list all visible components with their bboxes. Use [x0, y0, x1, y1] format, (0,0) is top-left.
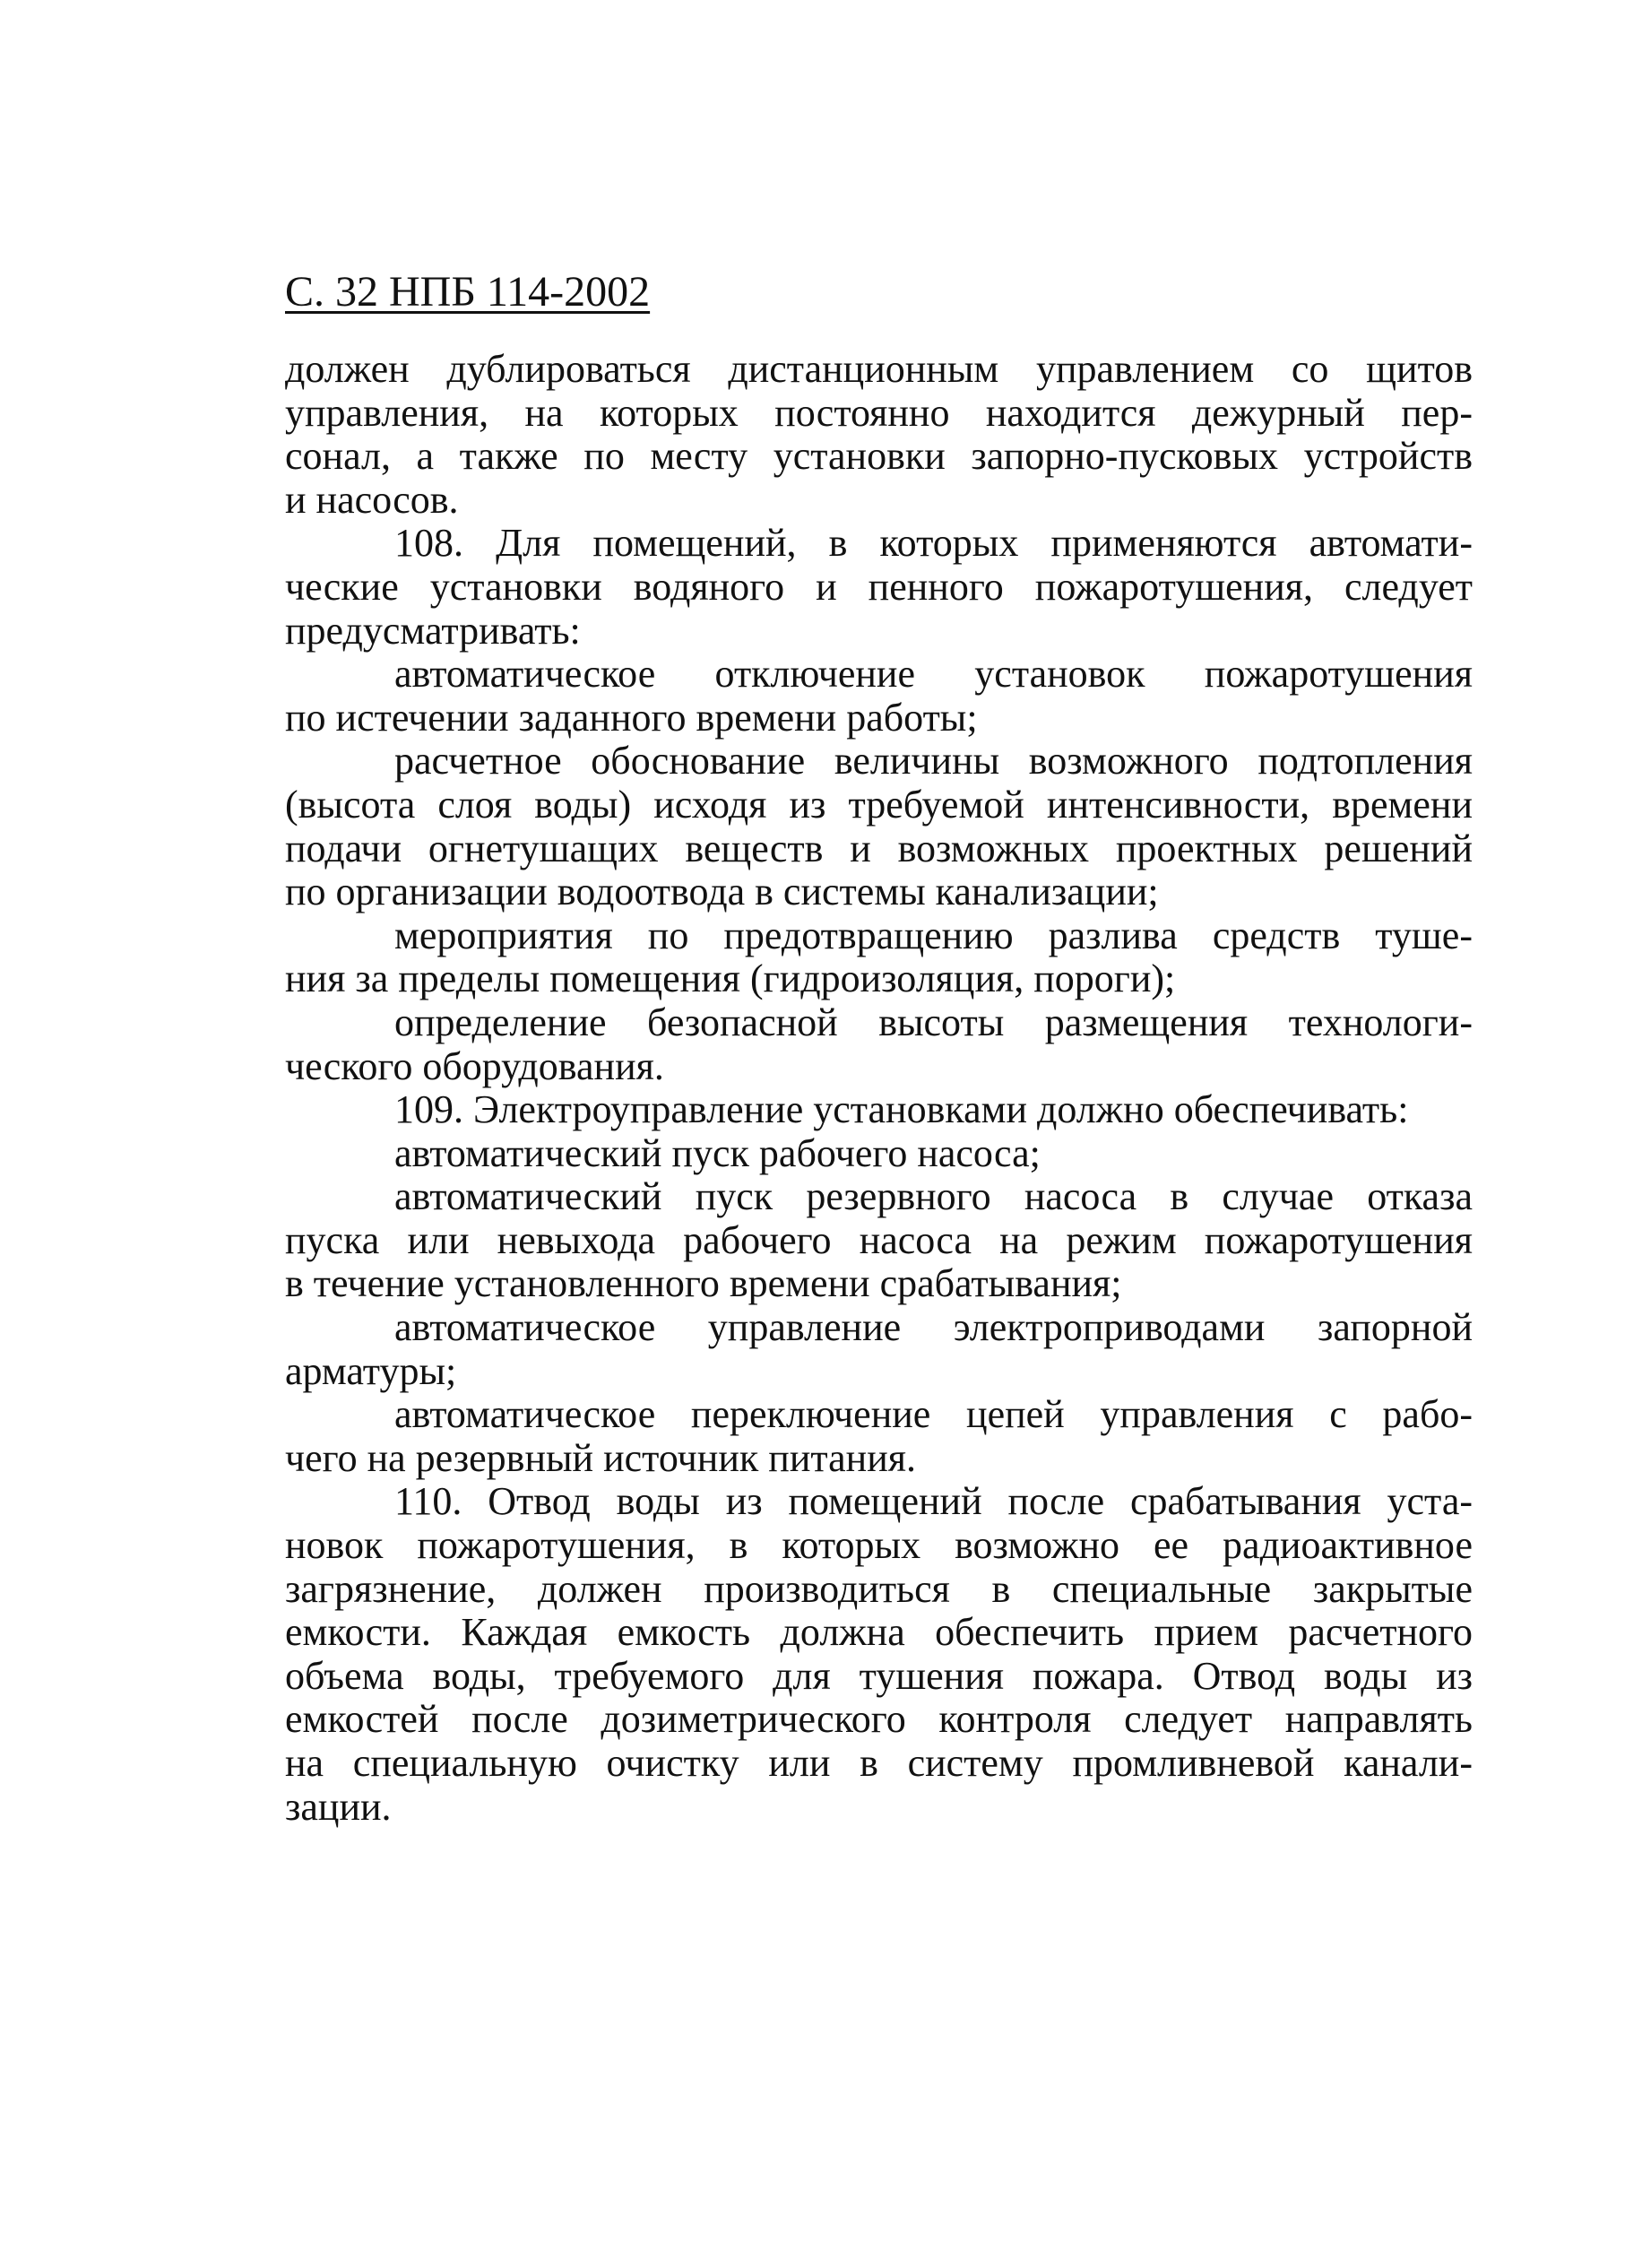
text-line: зации. [285, 1784, 392, 1829]
text-line: автоматическое управление электроприводами запорной [394, 1305, 1473, 1350]
text-line: по истечении заданного времени работы; [285, 695, 978, 740]
text-line: 108. Для помещений, в которых применяются автомати- [394, 521, 1473, 566]
text-line: пуска или невыхода рабочего насоса на режим пожаротушения [285, 1217, 1473, 1262]
text-line: емкостей после дозиметрического контроля следует направлять [285, 1697, 1473, 1742]
text-line: ния за пределы помещения (гидроизоляция, пороги); [285, 957, 1176, 1001]
body-text [285, 348, 1473, 1829]
text-line: управления, на которых постоянно находится дежурный пер- [285, 390, 1473, 435]
text-line: объема воды, требуемого для тушения пожара. Отвод воды из [285, 1653, 1473, 1698]
text-line: по организации водоотвода в системы канализации; [285, 870, 1159, 914]
text-line: подачи огнетушащих веществ и возможных проектных решений [285, 826, 1473, 870]
text-line: ческие установки водяного и пенного пожаротушения, следует [285, 564, 1473, 609]
text-line: автоматическое переключение цепей управления с рабо- [394, 1392, 1473, 1437]
text-line: должен дублироваться дистанционным управлением со щитов [285, 347, 1473, 391]
text-line: в течение установленного времени срабатывания; [285, 1261, 1122, 1306]
text-line: на специальную очистку или в систему промливневой канали- [285, 1741, 1473, 1785]
page-header: С. 32 НПБ 114-2002 [285, 268, 651, 316]
text-line: 110. Отвод воды из помещений после срабатывания уста- [394, 1479, 1473, 1524]
text-line: автоматическое отключение установок пожаротушения [394, 652, 1473, 697]
text-line: автоматический пуск резервного насоса в случае отказа [394, 1174, 1473, 1219]
text-line: сонал, а также по месту установки запорно-пусковых устройств [285, 434, 1473, 479]
text-line: арматуры; [285, 1348, 457, 1393]
text-line: определение безопасной высоты размещения технологи- [394, 1000, 1473, 1044]
text-line: емкости. Каждая емкость должна обеспечить прием расчетного [285, 1610, 1473, 1655]
text-line: расчетное обоснование величины возможного подтопления [394, 739, 1473, 783]
text-line: и насосов. [285, 477, 459, 522]
text-line: новок пожаротушения, в которых возможно ее радиоактивное [285, 1523, 1473, 1568]
text-line: (высота слоя воды) исходя из требуемой интенсивности, времени [285, 782, 1473, 827]
text-line: предусматривать: [285, 608, 581, 653]
text-line: чего на резервный источник питания. [285, 1435, 916, 1480]
text-line: ческого оборудования. [285, 1043, 664, 1088]
text-line: автоматический пуск рабочего насоса; [394, 1130, 1041, 1175]
text-line: мероприятия по предотвращению разлива средств туше- [394, 913, 1473, 957]
text-line: загрязнение, должен производиться в специальные закрытые [285, 1566, 1473, 1611]
text-line: 109. Электроуправление установками должно обеспечивать: [394, 1087, 1409, 1132]
